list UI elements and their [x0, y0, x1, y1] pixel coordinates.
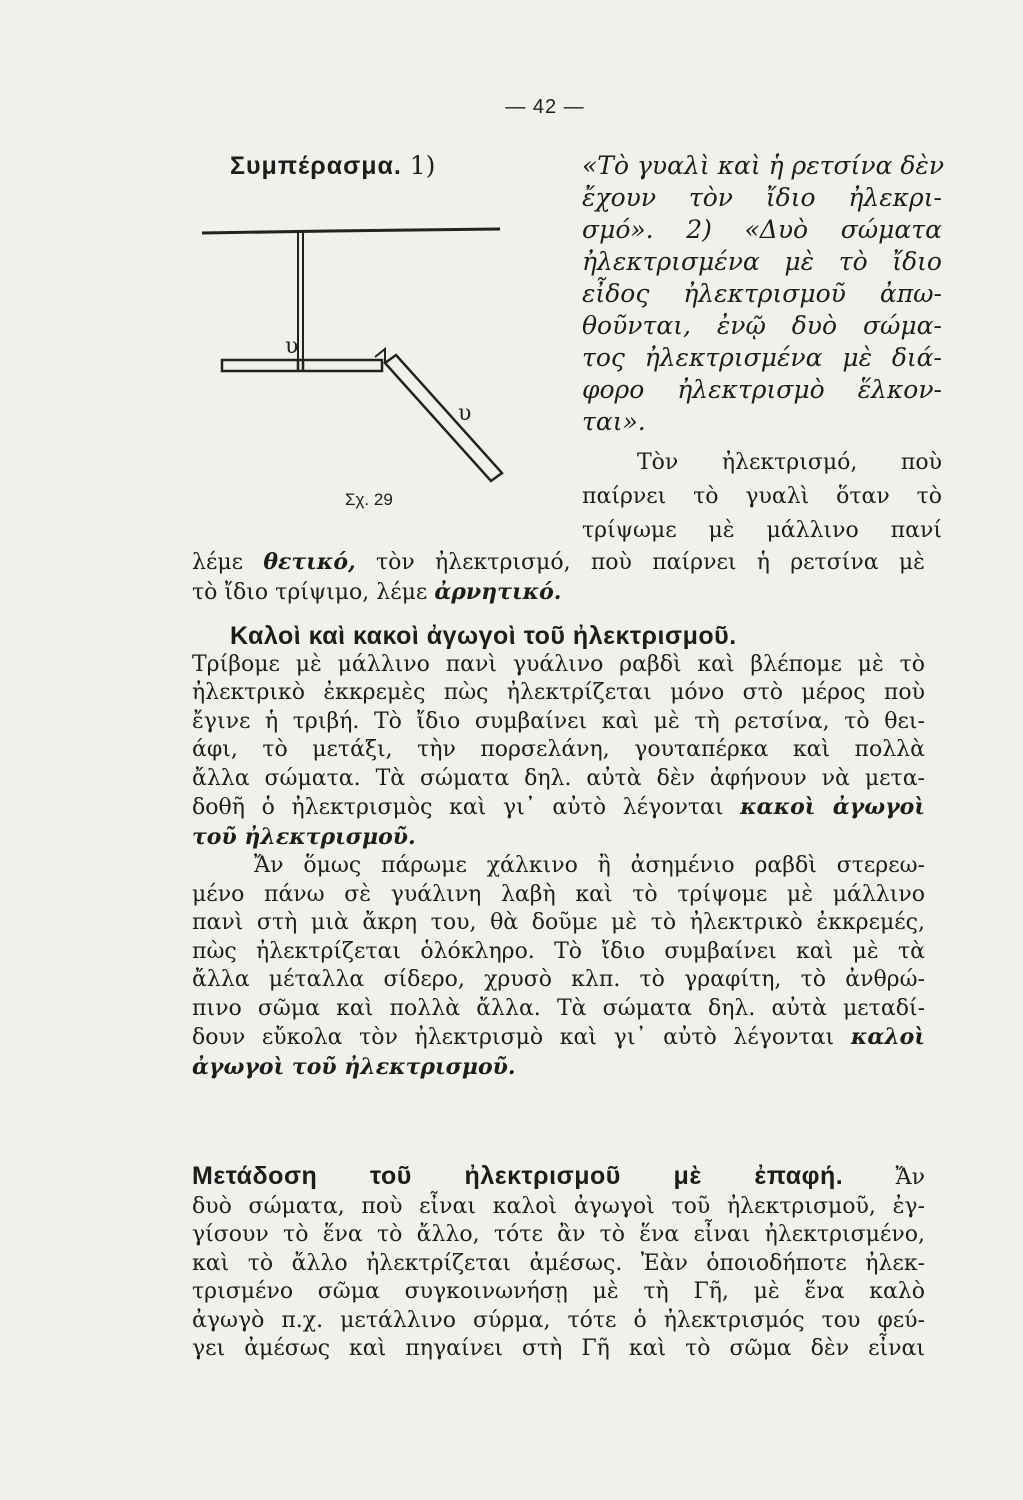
conclusion-number: 1) — [409, 151, 436, 180]
paragraph-line: καὶ τὸ ἄλλο ἠλεκτρίζεται ἀμέσως. Ἐὰν ὁποιοδήποτε ἠλεκ- — [192, 1250, 925, 1276]
paragraph-line — [192, 793, 925, 823]
conclusion-paragraph — [582, 446, 942, 548]
paragraph-line: γίσουν τὸ ἕνα τὸ ἄλλο, τότε ἂν τὸ ἕνα εἶναι ἠλεκτρισμένο, — [192, 1222, 925, 1247]
term-bad-conductors: κακοὶ ἀγωγοὶ — [740, 794, 925, 820]
conclusion-line: ται». — [582, 407, 646, 436]
conclusion-line: φορο ἠλεκτρισμὸ ἕλκον- — [582, 375, 942, 404]
figure-caption: Σχ. 29 — [345, 490, 393, 509]
conclusion-full-line — [192, 548, 925, 578]
conclusion-line: εἶδος ἠλεκτρισμοῦ ἀπω- — [582, 279, 942, 308]
figure-label-left: υ — [285, 334, 299, 359]
term-good-conductors-cont: ἀγωγοὶ τοῦ ἠλεκτρισμοῦ. — [192, 1053, 516, 1080]
term-negative: ἀρνητικό. — [434, 578, 562, 605]
paragraph-line: ἔγινε ἡ τριβή. Τὸ ἴδιο συμβαίνει καὶ μὲ τὴ ρετσίνα, τὸ θει- — [192, 708, 925, 734]
section-contact-transfer — [192, 1162, 925, 1364]
paragraph-line: δυὸ σώματα, ποὺ εἶναι καλοὶ ἀγωγοὶ τοῦ ἠλεκτρισμοῦ, ἐγ- — [192, 1193, 925, 1219]
paragraph-line: τρισμένο σῶμα συγκοινωνήσῃ μὲ τὴ Γῆ, μὲ ἕνα καλὸ — [192, 1279, 925, 1304]
section-conductors — [192, 622, 925, 1082]
text-run: λέμε — [192, 550, 244, 575]
paragraph-line: Τρίβομε μὲ μάλλινο πανὶ γυάλινο ραβδὶ καὶ βλέπομε μὲ τὸ — [192, 651, 925, 677]
text-run: δοθῆ ὁ ἠλεκτρισμὸς καὶ γι᾽ αὐτὸ λέγονται — [192, 795, 724, 820]
term-positive: θετικό, — [263, 549, 356, 575]
support-beam — [202, 229, 500, 359]
paragraph-line — [192, 823, 925, 853]
conclusion-column — [582, 150, 945, 438]
text-run: τὸ ἴδιο τρίψιμο, λέμε — [192, 579, 428, 605]
conclusion-line: σμό». 2) «Δυὸ σώματα — [582, 215, 942, 244]
paragraph-line: μένο πάνω σὲ γυάλινη λαβὴ καὶ τὸ τρίψομε μὲ μάλλινο — [192, 881, 925, 907]
page-number: — 42 — — [505, 96, 585, 118]
paragraph-line: ἀγωγὸ π.χ. μετάλλινο σύρμα, τότε ὁ ἠλεκτρισμός του φεύ- — [192, 1307, 925, 1333]
text-run: Ἄν — [895, 1165, 925, 1190]
conclusion-para-line: Τὸν ἠλεκτρισμό, ποὺ — [637, 450, 942, 475]
paragraph-line: γει ἀμέσως καὶ πηγαίνει στὴ Γῆ καὶ τὸ σῶμα δὲν εἶναι — [192, 1336, 925, 1361]
term-good-conductors: καλοὶ — [850, 1024, 925, 1050]
conclusion-heading: Συμπέρασμα. — [230, 152, 402, 180]
conclusion-line: ἔχουν τὸν ἴδιο ἠλεκρι- — [582, 183, 942, 212]
section-heading-contact: Μετάδοση τοῦ ἠλεκτρισμοῦ μὲ ἐπαφή. — [192, 1162, 844, 1190]
figure-29-diagram — [200, 215, 560, 515]
paragraph-line — [192, 1053, 925, 1083]
rubbed-glass-rod — [375, 349, 502, 481]
conclusion-heading-line — [230, 150, 435, 182]
paragraph-line: Ἄν ὅμως πάρωμε χάλκινο ἢ ἀσημένιο ραβδὶ στερεω- — [254, 853, 925, 878]
paragraph-line: πινο σῶμα καὶ πολλὰ ἄλλα. Τὰ σώματα δηλ. αὐτὰ μεταδί- — [192, 995, 925, 1021]
section-heading-line — [192, 1162, 925, 1193]
conclusion-line: «Τὸ γυαλὶ καὶ ἡ ρετσίνα δὲν — [582, 151, 945, 180]
suspended-glass-rod — [222, 360, 382, 371]
conclusion-line: τος ἠλεκτρισμένα μὲ διά- — [582, 343, 942, 372]
paragraph-line: πανὶ στὴ μιὰ ἄκρη του, θὰ δοῦμε μὲ τὸ ἠλεκτρικὸ ἐκκρεμές, — [192, 910, 925, 935]
conclusion-full-line — [192, 578, 925, 608]
paragraph-line: ἠλεκτρικὸ ἐκκρεμὲς πὼς ἠλεκτρίζεται μόνο στὸ μέρος ποὺ — [192, 680, 925, 705]
text-run: τὸν ἠλεκτρισμό, ποὺ παίρνει ἡ ρετσίνα μὲ — [375, 550, 925, 575]
conclusion-line: θοῦνται, ἐνῷ δυὸ σώμα- — [582, 311, 942, 340]
paragraph-line: άφι, τὸ μετάξι, τὴν πορσελάνη, γουταπέρκα καὶ πολλὰ — [192, 737, 925, 762]
section-heading-conductors: Καλοὶ καὶ κακοὶ ἀγωγοὶ τοῦ ἠλεκτρισμοῦ. — [230, 622, 737, 650]
text-run: δουν εὔκολα τὸν ἠλεκτρισμὸ καὶ γι᾽ αὐτὸ λέγονται — [192, 1025, 835, 1050]
conclusion-line: ἠλεκτρισμένα μὲ τὸ ἴδιο — [582, 247, 942, 276]
paragraph-line — [192, 1023, 925, 1053]
conclusion-continuation — [192, 548, 925, 607]
term-bad-conductors-cont: τοῦ ἠλεκτρισμοῦ. — [192, 823, 416, 850]
figure-label-right: υ — [458, 401, 472, 426]
conclusion-para-line: παίρνει τὸ γυαλὶ ὅταν τὸ — [582, 484, 942, 509]
conclusion-para-line: τρίψωμε μὲ μάλλινο πανί — [582, 518, 942, 543]
paragraph-line: ἄλλα μέταλλα σίδερο, χρυσὸ κλπ. τὸ γραφίτη, τὸ ἀνθρώ- — [192, 967, 925, 992]
paragraph-line: πὼς ἠλεκτρίζεται ὁλόκληρο. Τὸ ἴδιο συμβαίνει καὶ μὲ τὰ — [192, 938, 925, 964]
paragraph-line: ἄλλα σώματα. Τὰ σώματα δηλ. αὐτὰ δὲν ἀφήνουν νὰ μετα- — [192, 765, 925, 791]
